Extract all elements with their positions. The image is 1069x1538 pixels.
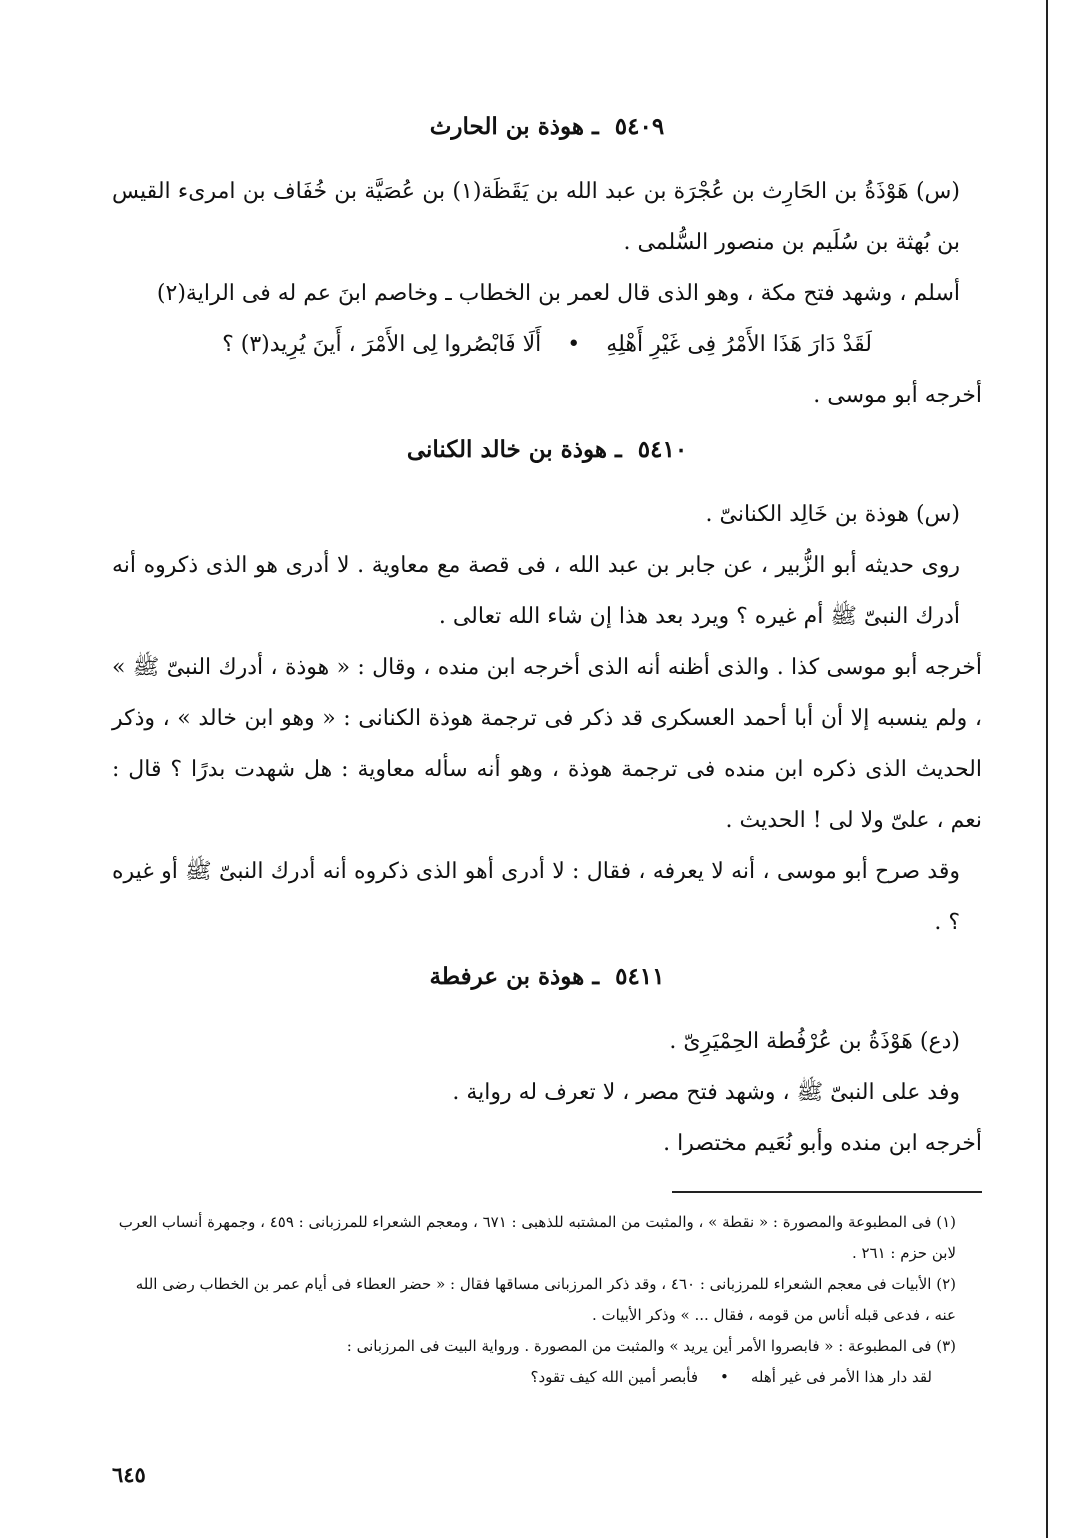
verse-first-hemistich: لَقَدْ دَارَ هَذَا الأَمْرُ فِى غَيْرِ أَهْلِهِ — [606, 332, 872, 357]
footnote: (٣) فى المطبوعة : « فابصروا الأمر أين يريد » والمثبت من المصورة . ورواية البيت فى المرزبانى : — [346, 1337, 956, 1355]
entry-number: ٥٤١٠ — [637, 436, 688, 463]
entry-paragraph: روى حديثه أبو الزُّبير ، عن جابر بن عبد الله ، فى قصة مع معاوية . لا أدرى هو الذى ذكروه أنه أدرك النبىّ ﷺ أم غيره ؟ ويرد بعد هذا إن شاء الله تعالى . — [112, 553, 960, 629]
entry-dash: ـ — [592, 113, 599, 140]
verse-separator: • — [567, 332, 581, 357]
entry-name: هوذة بن عرفطة — [429, 963, 585, 990]
verse-second-hemistich: أَلَا فَابْصُروا لِى الأَمْرَ ، أَينَ يُرِيد(٣) ؟ — [222, 332, 542, 357]
footnote-verse-separator: • — [720, 1368, 729, 1386]
entry-dash: ـ — [592, 963, 600, 990]
entry-paragraph: (س) هَوْذَةُ بن الحَارِث بن عُجْرَة بن عبد الله بن يَقَظَة(١) بن عُصَيَّة بن خُفَاف بن امرىء القيس بن بُهثة بن سُلَيم بن منصور السُّلمى . — [112, 179, 960, 255]
footnote-verse-first: لقد دار هذا الأمر فى غير أهله — [750, 1368, 932, 1386]
entry-paragraph: (دع) هَوْذَةُ بن عُرْفُطة الحِمْيَرِىّ . — [669, 1029, 960, 1054]
entry-closing: أخرجه أبو موسى . — [813, 383, 982, 408]
entry-name: هوذة بن الحارث — [429, 113, 585, 140]
entry-number: ٥٤٠٩ — [614, 113, 665, 140]
page-number: ٦٤٥ — [112, 1462, 146, 1487]
footnote-verse — [112, 1362, 982, 1392]
entry-name: هوذة بن خالد الكنانى — [406, 436, 607, 463]
entry-paragraph: أخرجه أبو موسى كذا . والذى أظنه أنه الذى أخرجه ابن منده ، وقال : « هوذة ، أدرك النبىّ ﷺ » ، ولم ينسبه إلا أن أبا أحمد العسكرى قد ذكر فى ترجمة هوذة الكنانى : « وهو ابن خالد » ، وذكر الحديث الذى ذكره ابن منده فى ترجمة هوذة ، وهو أنه سأله معاوية : هل شهدت بدرًا ؟ قال : نعم ، علىّ ولا لى ! الحديث . — [112, 655, 982, 833]
footnote: (٢) الأبيات فى معجم الشعراء للمرزبانى : ٤٦٠ ، وقد ذكر المرزبانى مساقها فقال : « حضر العطاء فى أيام عمر بن الخطاب رضى الله عنه ، فدعى قبله أناس من قومه ، فقال ... » وذكر الأبيات . — [135, 1275, 956, 1324]
entry-title — [112, 433, 982, 467]
entry-title — [112, 960, 982, 994]
entry-title — [112, 110, 982, 144]
footnote: (١) فى المطبوعة والمصورة : « نقطة » ، والمثبت من المشتبه للذهبى : ٦٧١ ، ومعجم الشعراء للمرزبانى : ٤٥٩ ، وجمهرة أنساب العرب لابن حزم : ٢٦١ . — [118, 1213, 956, 1262]
footnote-verse-second: فأبصر أمين الله كيف تقود؟ — [530, 1368, 699, 1386]
poem-verse — [112, 319, 982, 370]
entry-number: ٥٤١١ — [615, 963, 665, 990]
page-edge-line — [1046, 0, 1048, 1538]
entry-dash: ـ — [615, 436, 622, 463]
entry-paragraph: وقد صرح أبو موسى ، أنه لا يعرفه ، فقال : لا أدرى أهو الذى ذكروه أنه أدرك النبىّ ﷺ أو غيره ؟ . — [112, 859, 960, 935]
footnote-divider — [672, 1191, 982, 1193]
page-body — [112, 110, 982, 1392]
entry-paragraph: وفد على النبىّ ﷺ ، وشهد فتح مصر ، لا تعرف له رواية . — [452, 1080, 960, 1105]
entry-paragraph: أخرجه ابن منده وأبو نُعَيم مختصرا . — [663, 1131, 982, 1156]
entry-paragraph: أسلم ، وشهد فتح مكة ، وهو الذى قال لعمر بن الخطاب ـ وخاصم ابنَ عم له فى الراية(٢) — [156, 281, 960, 306]
entry-paragraph: (س) هوذة بن خَالِد الكنانىّ . — [705, 502, 960, 527]
